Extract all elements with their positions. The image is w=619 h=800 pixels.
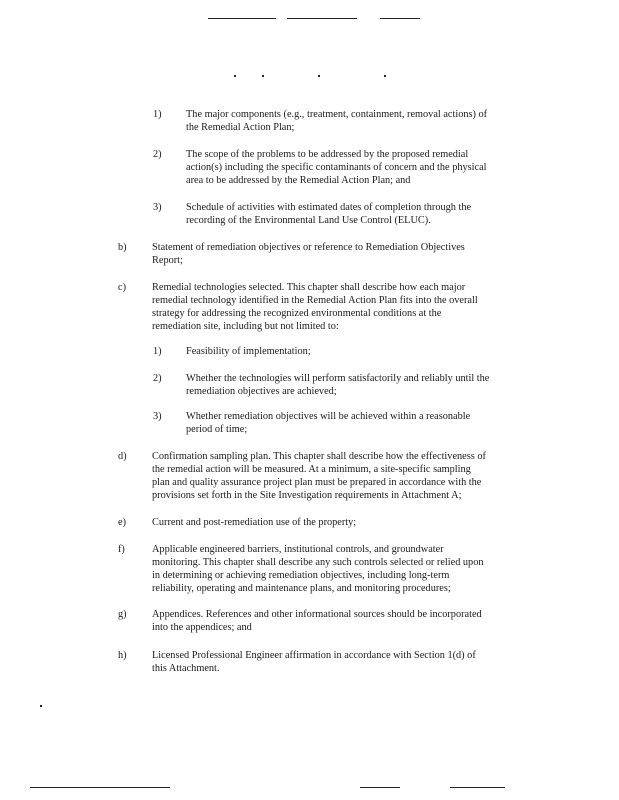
scan-artifact-line xyxy=(287,18,357,19)
list-item-text: remedial technology identified in the Remedial Action Plan fits into the overall xyxy=(152,295,478,306)
scan-artifact-dot xyxy=(384,75,386,77)
scan-artifact-line xyxy=(450,787,505,788)
list-item-text: area to be addressed by the Remedial Action Plan; and xyxy=(186,175,411,186)
list-item-label: e) xyxy=(118,517,126,528)
list-item-text: Applicable engineered barriers, institutional controls, and groundwater xyxy=(152,544,444,555)
list-item-text: Whether remediation objectives will be achieved within a reasonable xyxy=(186,411,471,422)
list-item-label: 3) xyxy=(153,411,162,422)
scan-artifact-line xyxy=(380,18,420,19)
list-item-text: Licensed Professional Engineer affirmation in accordance with Section 1(d) of xyxy=(152,650,476,661)
scan-artifact-line xyxy=(208,18,276,19)
list-item-text: period of time; xyxy=(186,424,248,435)
list-item-text: remediation site, including but not limited to: xyxy=(152,321,339,332)
list-item-label: f) xyxy=(118,544,125,555)
list-item-text: Feasibility of implementation; xyxy=(186,346,311,357)
list-item-text: reliability, operating and maintenance plans, and monitoring procedures; xyxy=(152,583,451,594)
list-item-text: into the appendices; and xyxy=(152,622,252,633)
scan-artifact-line xyxy=(360,787,400,788)
scan-artifact-dot xyxy=(262,75,264,77)
list-item-text: Current and post-remediation use of the property; xyxy=(152,517,357,528)
scan-artifact-dot xyxy=(234,75,236,77)
list-item-text: provisions set forth in the Site Investigation requirements in Attachment A; xyxy=(152,490,462,501)
list-item-text: The major components (e.g., treatment, containment, removal actions) of xyxy=(186,109,488,120)
list-item-text: Confirmation sampling plan. This chapter shall describe how the effectiveness of xyxy=(152,451,486,462)
list-item-text: Whether the technologies will perform satisfactorily and reliably until the xyxy=(186,373,490,384)
list-item-text: strategy for addressing the recognized environmental conditions at the xyxy=(152,308,442,319)
list-item-label: 2) xyxy=(153,373,162,384)
list-item-label: c) xyxy=(118,282,126,293)
list-item-label: b) xyxy=(118,242,127,253)
list-item-label: d) xyxy=(118,451,127,462)
list-item-label: 1) xyxy=(153,346,162,357)
list-item-label: 2) xyxy=(153,149,162,160)
list-item-text: Appendices. References and other informational sources should be incorporated xyxy=(152,609,482,620)
list-item-label: g) xyxy=(118,609,127,620)
list-item-text: Statement of remediation objectives or reference to Remediation Objectives xyxy=(152,242,465,253)
list-item-text: this Attachment. xyxy=(152,663,220,674)
list-item-text: the remedial action will be measured. At a minimum, a site-specific sampling xyxy=(152,464,471,475)
scan-artifact-dot xyxy=(40,705,42,707)
scan-artifact-line xyxy=(30,787,170,788)
list-item-text: action(s) including the specific contaminants of concern and the physical xyxy=(186,162,487,173)
list-item-label: 3) xyxy=(153,202,162,213)
list-item-text: monitoring. This chapter shall describe any such controls selected or relied upon xyxy=(152,557,484,568)
list-item-text: recording of the Environmental Land Use Control (ELUC). xyxy=(186,215,431,226)
list-item-text: in determining or achieving remediation objectives, including long-term xyxy=(152,570,450,581)
list-item-text: remediation objectives are achieved; xyxy=(186,386,337,397)
list-item-label: 1) xyxy=(153,109,162,120)
scan-artifact-dot xyxy=(318,75,320,77)
list-item-label: h) xyxy=(118,650,127,661)
list-item-text: the Remedial Action Plan; xyxy=(186,122,295,133)
list-item-text: plan and quality assurance project plan must be prepared in accordance with the xyxy=(152,477,482,488)
list-item-text: Remedial technologies selected. This chapter shall describe how each major xyxy=(152,282,466,293)
list-item-text: Schedule of activities with estimated dates of completion through the xyxy=(186,202,472,213)
list-item-text: The scope of the problems to be addressed by the proposed remedial xyxy=(186,149,469,160)
list-item-text: Report; xyxy=(152,255,183,266)
